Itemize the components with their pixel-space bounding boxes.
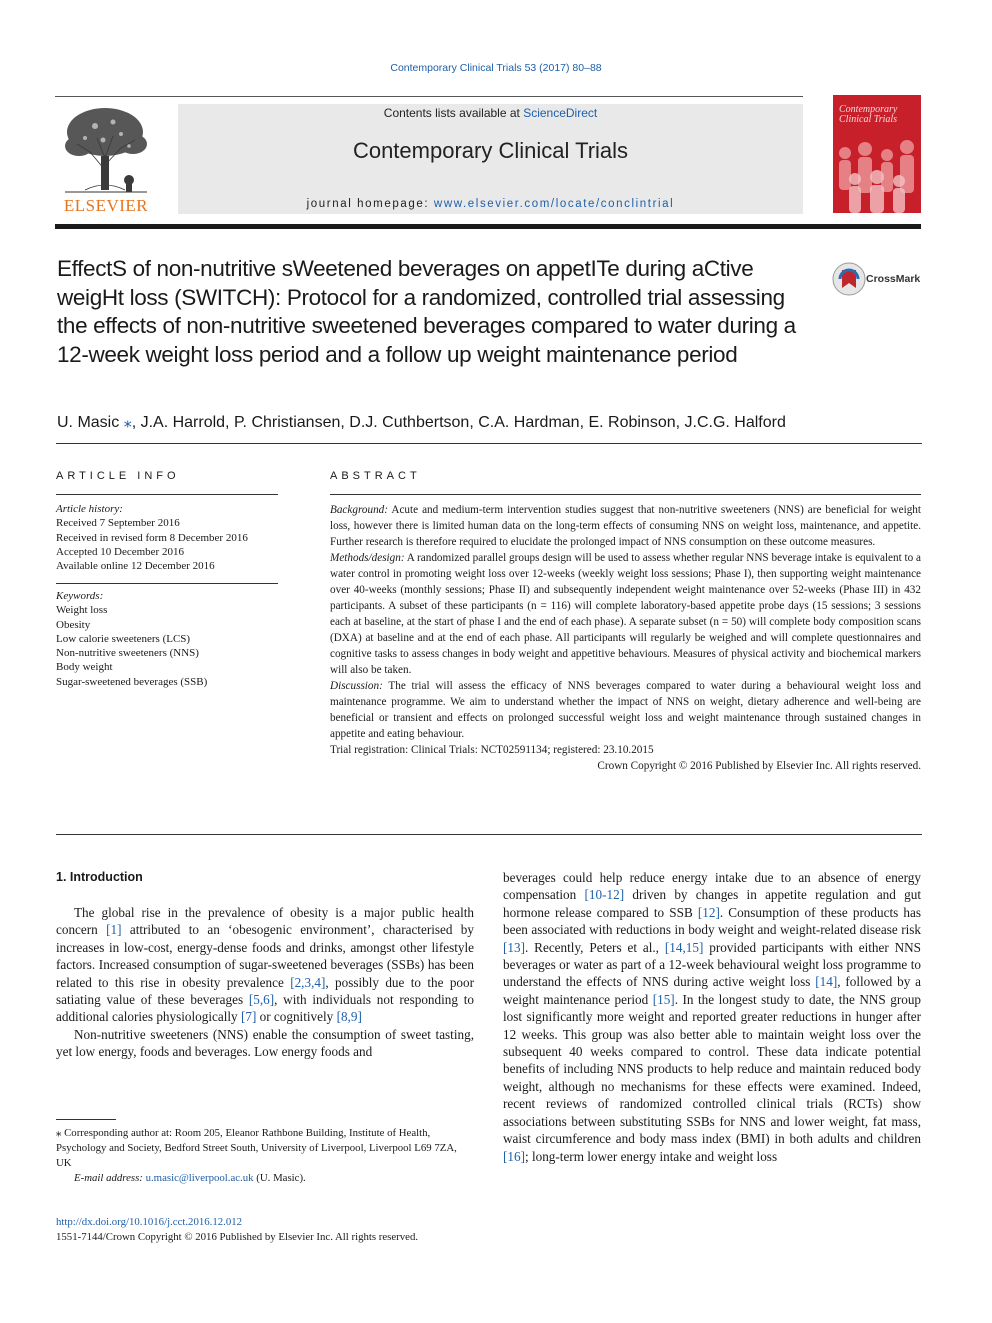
text-run: . In the longest study to date, the NNS group lost significantly more weight and reported greater reductions in hunger after 12 weeks. This group was also better able to maintain weight loss over the subsequent 40 weeks compared to control. These data indicate potential benefits of including NNS products to help reduce and maintain reduced body weight, although no mechanisms for these effects were examined. Indeed, recent reviews of randomized controlled clinical trials (RCTs) show associations between substituting SSBs for NNS and lower weight, fat mass, waist circumference and body mass index (BMI) in both adults and children xyxy=(503,991,922,1147)
intro-left-column xyxy=(56,904,474,1061)
methods-heading: Methods/design: xyxy=(330,552,405,564)
abstract-discussion xyxy=(330,678,921,742)
author-list-rest: , J.A. Harrold, P. Christiansen, D.J. Cuthbertson, C.A. Hardman, E. Robinson, J.C.G. Halford xyxy=(131,414,786,431)
methods-text: A randomized parallel groups design will be used to assess whether regular NNS beverage intake is equivalent to a water control in promoting weight loss over 12-weeks (weekly weight loss sessions; Phase I), then supporting weight maintenance over 40-weeks (monthly sessions; Phase II) and subsequently independent weight maintenance over 52-weeks (Phase III) in 432 participants. A subset of these participants (n = 116) will complete laboratory-based appetite probe days (15 sessions; 3 sessions each at baseline, at the start of phase I and the end of each phase). A separate subset (n = 50) will complete body composition scans (DXA) at baseline and at the end of each phase. All participants will regularly be weighed and will complete questionnaires and cognitive tasks to assess changes in body weight and appetitive behaviours. Measures of physical activity and biochemical markers will also be taken. xyxy=(330,552,921,676)
keyword-item: Non-nutritive sweeteners (NNS) xyxy=(56,647,199,660)
keyword-item: Body weight xyxy=(56,661,113,674)
contents-prefix: Contents lists available at xyxy=(383,106,524,120)
reference-link[interactable]: [8,9] xyxy=(336,1009,362,1025)
text-run: . Consumption of these products has been associated with reductions in body weight and weight-related disease risk xyxy=(503,904,921,938)
article-history xyxy=(56,502,278,573)
keywords-block xyxy=(56,589,278,689)
article-title: EffectS of non-nutritive sWeetened beverages on appetITe during aCtive weigHt loss (SWITCH): Protocol for a randomized, controlled trial assessing the effects of non-nutritive sweetened beverages compared to water during a 12-week weight loss period and a follow up weight maintenance period xyxy=(57,256,796,367)
reference-link[interactable]: [13] xyxy=(503,939,525,955)
journal-cover-image[interactable] xyxy=(833,95,921,213)
homepage-link[interactable]: www.elsevier.com/locate/conclintrial xyxy=(433,198,675,210)
footnote-address xyxy=(56,1126,474,1171)
background-heading: Background: xyxy=(330,504,388,516)
discussion-text: The trial will assess the efficacy of NNS beverages compared to water during a behavioural weight loss and maintenance programme. We aim to understand whether the impact of NNS on weight, dietary adherence and well-being are beneficial or transient and effects on prolonged successful weight loss and weight maintenance through sustained changes in appetite and eating behaviour. xyxy=(330,680,921,740)
history-accepted: Accepted 10 December 2016 xyxy=(56,545,184,558)
authors-rule xyxy=(56,443,922,444)
keyword-item: Sugar-sweetened beverages (SSB) xyxy=(56,675,208,688)
abstract-copyright: Crown Copyright © 2016 Published by Elsevier Inc. All rights reserved. xyxy=(597,760,921,772)
discussion-heading: Discussion: xyxy=(330,680,383,692)
author-list xyxy=(57,412,923,432)
masthead-top-rule xyxy=(55,96,803,97)
text-run: ; long-term lower energy intake and weight loss xyxy=(524,1148,778,1164)
intro-right-column xyxy=(503,869,921,1165)
email-suffix: (U. Masic). xyxy=(253,1172,306,1184)
journal-homepage-line xyxy=(178,198,803,210)
header-thick-rule xyxy=(55,224,921,229)
contents-available-line xyxy=(178,106,803,120)
reference-link[interactable]: [12] xyxy=(697,904,720,920)
reference-link[interactable]: [10-12] xyxy=(584,887,625,903)
author-corresponding[interactable]: U. Masic xyxy=(57,414,120,431)
reference-link[interactable]: [15] xyxy=(652,991,675,1007)
corresponding-author-mark[interactable]: ⁎ xyxy=(123,414,132,431)
reference-link[interactable]: [1] xyxy=(106,922,122,938)
crossmark-label[interactable]: CrossMark xyxy=(866,273,921,285)
keyword-item: Low calorie sweeteners (LCS) xyxy=(56,632,191,645)
intro-paragraph-2: Non-nutritive sweeteners (NNS) enable the consumption of sweet tasting, yet low energy, foods and beverages. Low energy foods and xyxy=(56,1026,474,1060)
history-online: Available online 12 December 2016 xyxy=(56,560,215,573)
reference-link[interactable]: [5,6] xyxy=(248,992,275,1008)
keyword-item: Weight loss xyxy=(56,604,108,617)
keywords-rule xyxy=(56,583,278,584)
email-label: E-mail address: xyxy=(74,1172,143,1184)
crossmark-icon[interactable] xyxy=(832,262,866,296)
article-history-heading: Article history: xyxy=(56,503,123,515)
trial-registration: Trial registration: Clinical Trials: NCT02591134; registered: 23.10.2015 xyxy=(330,744,654,756)
cover-people-graphic xyxy=(833,135,921,213)
intro-paragraph-1 xyxy=(56,904,474,1026)
intro-paragraph-2-continued xyxy=(503,869,921,1165)
footnote-email-line xyxy=(56,1171,474,1186)
history-revised: Received in revised form 8 December 2016 xyxy=(56,531,248,544)
text-run: , followed by a weight maintenance period xyxy=(503,974,921,1007)
article-info-label: ARTICLE INFO xyxy=(56,470,180,482)
elsevier-wordmark: ELSEVIER xyxy=(63,196,149,215)
text-run: driven by changes in appetite regulation and gut hormone release compared to SSB xyxy=(503,887,921,920)
abstract-rule xyxy=(330,494,921,495)
text-run: The global rise in the prevalence of obesity is a major public health concern xyxy=(56,905,474,938)
text-run: attributed to an ‘obesogenic environment’, characterised by increases in low-cost, energy-dense foods and drinks, amongst other lifestyle factors. Increased consumption of sugar-sweetened beverages (SSBs) has been related to this rise in obesity prevalence xyxy=(56,922,474,990)
corresponding-author-footnote xyxy=(56,1126,474,1186)
keyword-item: Obesity xyxy=(56,618,91,631)
abstract-label: ABSTRACT xyxy=(330,470,421,482)
abstract-background xyxy=(330,502,921,550)
issn-copyright: 1551-7144/Crown Copyright © 2016 Published by Elsevier Inc. All rights reserved. xyxy=(56,1230,419,1243)
cover-title: Contemporary Clinical Trials xyxy=(839,104,898,125)
text-run: provided participants with either NNS beverages or water as part of a 12-week behavioural weight loss programme to understand the effects of NNS during active weight loss xyxy=(503,939,922,990)
journal-citation[interactable]: Contemporary Clinical Trials 53 (2017) 80–88 xyxy=(390,62,602,74)
footnote-rule xyxy=(56,1119,116,1120)
text-run: beverages could help reduce energy intake due to an absence of energy compensation xyxy=(503,870,921,903)
footnote-star: ⁎ xyxy=(56,1127,62,1139)
reference-link[interactable]: [16] xyxy=(503,1148,525,1164)
article-info-rule xyxy=(56,494,278,495)
history-received: Received 7 September 2016 xyxy=(56,517,180,530)
abstract-methods xyxy=(330,550,921,678)
reference-link[interactable]: [7] xyxy=(240,1009,257,1025)
text-run: , with individuals not responding to additional calories physiologically xyxy=(56,992,474,1025)
abstract-body xyxy=(330,502,921,774)
abstract-bottom-rule xyxy=(56,834,922,835)
reference-link[interactable]: [2,3,4] xyxy=(290,974,326,990)
email-link[interactable]: u.masic@liverpool.ac.uk xyxy=(145,1172,254,1184)
homepage-prefix: journal homepage: xyxy=(306,198,434,210)
background-text: Acute and medium-term intervention studies suggest that non-nutritive sweeteners (NNS) are beneficial for weight loss, however there is limited human data on the long-term effects of consuming NNS on weight loss, maintenance, and appetite. Further research is therefore required to elucidate the prolonged impact of NNS consumption on these outcome measures. xyxy=(330,504,921,548)
text-run: . Recently, Peters et al., xyxy=(524,939,665,955)
reference-link[interactable]: [14,15] xyxy=(664,939,704,955)
sciencedirect-link[interactable]: ScienceDirect xyxy=(523,106,598,120)
page-footer xyxy=(56,1215,556,1244)
reference-link[interactable]: [14] xyxy=(815,974,838,990)
keywords-heading: Keywords: xyxy=(56,590,104,602)
text-run: or cognitively xyxy=(256,1009,337,1025)
journal-title: Contemporary Clinical Trials xyxy=(352,138,629,163)
footnote-address-text: Corresponding author at: Room 205, Eleanor Rathbone Building, Institute of Health, Psychology and Society, Bedford Street South, University of Liverpool, Liverpool L69 7ZA, UK xyxy=(56,1127,457,1169)
introduction-heading: 1. Introduction xyxy=(56,870,143,884)
text-run: , possibly due to the poor satiating value of these beverages xyxy=(56,974,474,1008)
doi-link[interactable]: http://dx.doi.org/10.1016/j.cct.2016.12.012 xyxy=(56,1216,243,1228)
